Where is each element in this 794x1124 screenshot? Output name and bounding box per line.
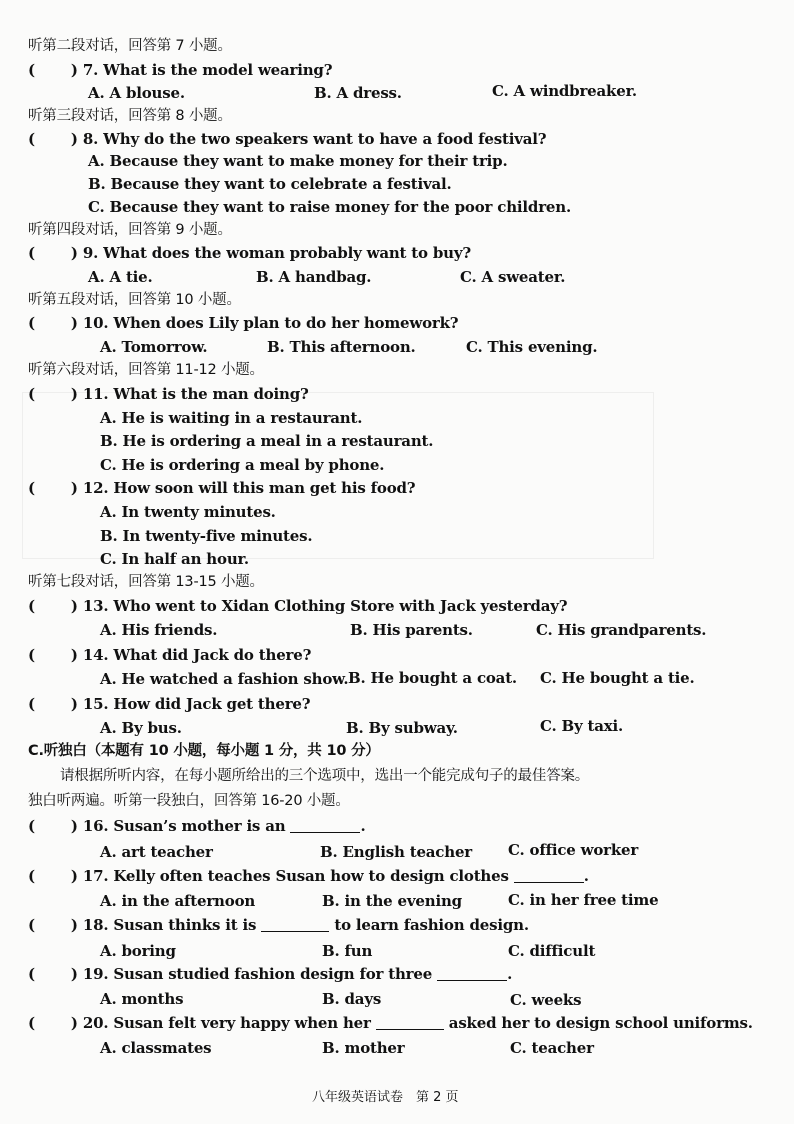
question-17-stem-end: . [583,867,589,885]
question-18-stem: 18. Susan thinks it is [82,916,257,934]
q15-option-a: A. By bus. [100,719,182,737]
q20-option-c: C. teacher [510,1039,594,1057]
q11-option-c: C. He is ordering a meal by phone. [100,456,385,474]
answer-paren-close: ) [70,695,78,713]
q19-option-c: C. weeks [510,991,582,1009]
part-c-instruction-2: 独白听两遍。听第一段独白，回答第 16-20 小题。 [28,793,350,809]
q8-option-b: B. Because they want to celebrate a festival. [88,175,452,193]
q14-option-b: B. He bought a coat. [348,669,517,687]
q10-option-b: B. This afternoon. [267,338,416,356]
q11-option-a: A. He is waiting in a restaurant. [100,409,363,427]
answer-paren-open: ( [28,479,35,497]
q20-option-b: B. mother [322,1039,405,1057]
answer-paren-open: ( [28,597,35,615]
section-5-heading: 听第五段对话，回答第 10 小题。 [28,292,241,308]
answer-paren-close: ) [70,314,78,332]
answer-paren-close: ) [70,916,78,934]
question-20-line [28,1013,753,1033]
q8-option-c: C. Because they want to raise money for the poor children. [88,198,571,216]
q15-option-c: C. By taxi. [540,717,624,735]
fill-in-blank-19[interactable] [437,965,507,981]
question-17-line [28,866,589,886]
question-15-line [28,694,310,714]
question-9-stem: 9. What does the woman probably want to buy? [82,244,471,262]
question-18-line [28,915,529,935]
q14-option-c: C. He bought a tie. [540,669,695,687]
question-15-stem: 15. How did Jack get there? [82,695,311,713]
answer-paren-close: ) [70,867,78,885]
answer-paren-open: ( [28,385,35,403]
question-9-line [28,243,471,263]
question-11-line [28,384,309,404]
q9-option-b: B. A handbag. [256,268,372,286]
question-7-line [28,60,332,80]
q18-option-a: A. boring [100,942,176,960]
question-12-stem: 12. How soon will this man get his food? [82,479,416,497]
q16-option-c: C. office worker [508,841,639,859]
question-12-line [28,478,415,498]
answer-paren-open: ( [28,61,35,79]
q12-option-c: C. In half an hour. [100,550,249,568]
q17-option-a: A. in the afternoon [100,892,256,910]
answer-paren-open: ( [28,916,35,934]
answer-paren-close: ) [70,597,78,615]
q7-option-b: B. A dress. [314,84,402,102]
answer-paren-open: ( [28,244,35,262]
part-c-heading: C.听独白（本题有 10 小题，每小题 1 分，共 10 分） [28,743,380,759]
question-19-line [28,964,512,984]
question-18-stem-end: to learn fashion design. [334,916,529,934]
question-16-line [28,816,366,836]
fill-in-blank-20[interactable] [376,1014,444,1030]
q20-option-a: A. classmates [100,1039,212,1057]
q13-option-a: A. His friends. [100,621,218,639]
q11-option-b: B. He is ordering a meal in a restaurant. [100,432,434,450]
answer-paren-close: ) [70,479,78,497]
answer-paren-open: ( [28,1014,35,1032]
page-footer: 八年级英语试卷 第 2 页 [312,1090,459,1105]
answer-paren-close: ) [70,130,78,148]
question-17-stem: 17. Kelly often teaches Susan how to design clothes [82,867,509,885]
question-16-stem: 16. Susan’s mother is an [82,817,286,835]
q17-option-c: C. in her free time [508,891,659,909]
section-6-heading: 听第六段对话，回答第 11-12 小题。 [28,362,264,378]
answer-paren-open: ( [28,867,35,885]
answer-paren-close: ) [70,646,78,664]
question-10-stem: 10. When does Lily plan to do her homework? [82,314,459,332]
answer-paren-open: ( [28,695,35,713]
answer-paren-close: ) [70,965,78,983]
answer-paren-open: ( [28,646,35,664]
q18-option-c: C. difficult [508,942,596,960]
answer-paren-close: ) [70,817,78,835]
answer-paren-open: ( [28,817,35,835]
q19-option-a: A. months [100,990,184,1008]
question-13-stem: 13. Who went to Xidan Clothing Store with Jack yesterday? [82,597,568,615]
q17-option-b: B. in the evening [322,892,462,910]
q15-option-b: B. By subway. [346,719,458,737]
q13-option-c: C. His grandparents. [536,621,707,639]
question-19-stem-end: . [507,965,513,983]
question-13-line [28,596,567,616]
q13-option-b: B. His parents. [350,621,473,639]
answer-paren-open: ( [28,314,35,332]
section-2-heading: 听第二段对话，回答第 7 小题。 [28,38,232,54]
q7-option-a: A. A blouse. [88,84,185,102]
question-19-stem: 19. Susan studied fashion design for three [82,965,433,983]
question-16-stem-end: . [360,817,366,835]
answer-paren-open: ( [28,130,35,148]
q10-option-a: A. Tomorrow. [100,338,208,356]
fill-in-blank-17[interactable] [514,867,584,883]
answer-paren-close: ) [70,385,78,403]
section-7-heading: 听第七段对话，回答第 13-15 小题。 [28,574,264,590]
question-10-line [28,313,458,333]
q19-option-b: B. days [322,990,382,1008]
fill-in-blank-18[interactable] [261,916,329,932]
question-8-line [28,129,546,149]
question-11-stem: 11. What is the man doing? [82,385,309,403]
q10-option-c: C. This evening. [466,338,598,356]
q14-option-a: A. He watched a fashion show. [100,670,349,688]
q9-option-a: A. A tie. [88,268,153,286]
fill-in-blank-16[interactable] [290,817,360,833]
question-20-stem-end: asked her to design school uniforms. [448,1014,753,1032]
q8-option-a: A. Because they want to make money for their trip. [88,152,508,170]
question-14-line [28,645,311,665]
q16-option-a: A. art teacher [100,843,213,861]
answer-paren-close: ) [70,1014,78,1032]
part-c-instruction-1: 请根据所听内容，在每小题所给出的三个选项中，选出一个能完成句子的最佳答案。 [60,768,590,784]
answer-paren-close: ) [70,61,78,79]
q16-option-b: B. English teacher [320,843,472,861]
section-3-heading: 听第三段对话，回答第 8 小题。 [28,108,232,124]
question-7-stem: 7. What is the model wearing? [82,61,333,79]
answer-paren-close: ) [70,244,78,262]
question-14-stem: 14. What did Jack do there? [82,646,312,664]
q12-option-b: B. In twenty-five minutes. [100,527,313,545]
section-4-heading: 听第四段对话，回答第 9 小题。 [28,222,232,238]
question-20-stem: 20. Susan felt very happy when her [82,1014,371,1032]
question-8-stem: 8. Why do the two speakers want to have a food festival? [82,130,547,148]
answer-paren-open: ( [28,965,35,983]
q9-option-c: C. A sweater. [460,268,566,286]
q7-option-c: C. A windbreaker. [492,82,637,100]
q12-option-a: A. In twenty minutes. [100,503,276,521]
q18-option-b: B. fun [322,942,373,960]
